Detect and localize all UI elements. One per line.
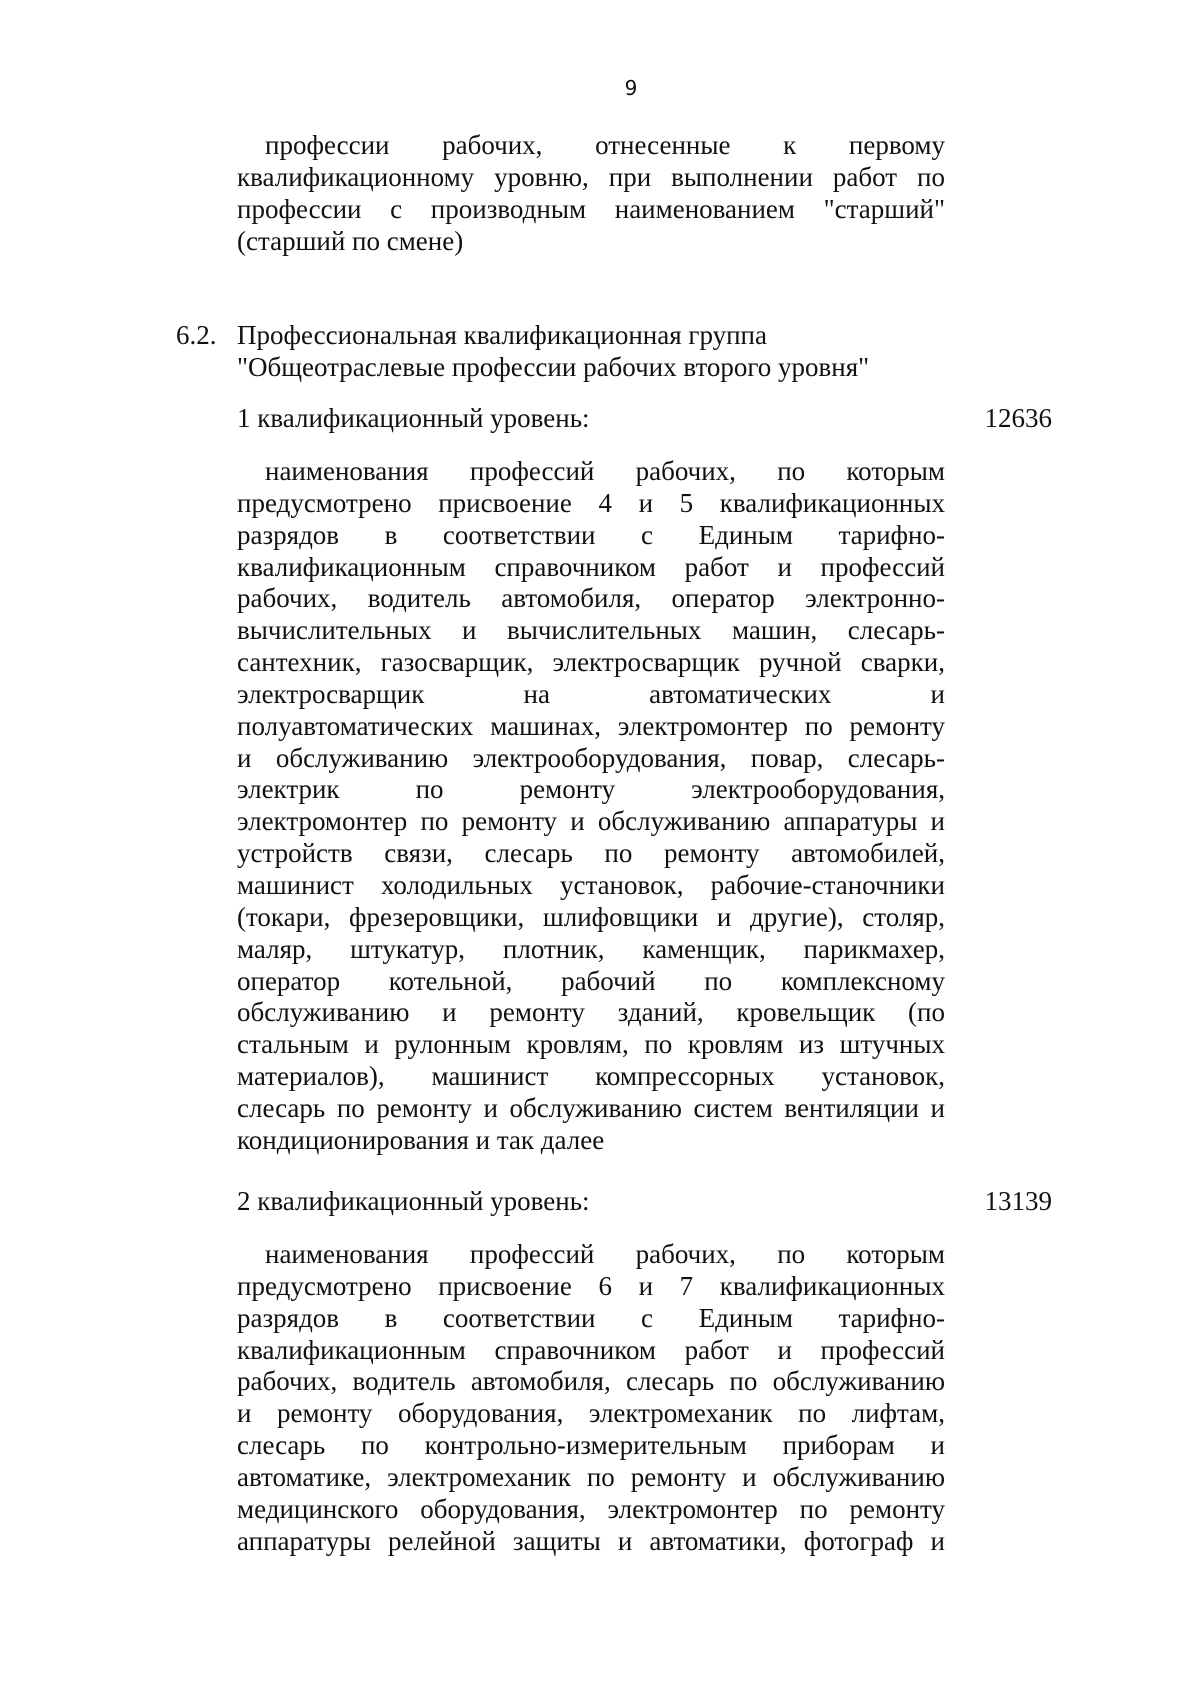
text-line: наименования профессий рабочих, по которым [265, 456, 945, 486]
text-line: аппаратуры релейной защиты и автоматики, фотограф и [237, 1525, 945, 1556]
level-2-label [237, 1186, 945, 1218]
text-line: машинист холодильных установок, рабочие-станочники [237, 869, 945, 900]
text-line: медицинского оборудования, электромонтер по ремонту [237, 1493, 945, 1524]
level-label: 1 квалификационный уровень: [237, 403, 590, 433]
text-line: слесарь по контрольно-измерительным приборам и [237, 1430, 945, 1461]
text-line: квалификационным справочником работ и профессий [237, 551, 945, 582]
level-2-value: 13139 [984, 1186, 1052, 1216]
text-line: вычислительных и вычислительных машин, слесарь- [237, 615, 945, 646]
text-line: профессии с производным наименованием "старший" [237, 193, 945, 224]
text-line: слесарь по ремонту и обслуживанию систем вентиляции и [237, 1092, 945, 1123]
text-line: сантехник, газосварщик, электросварщик ручной сварки, [237, 647, 945, 678]
text-line: и обслуживанию электрооборудования, повар, слесарь- [237, 742, 945, 773]
text-line: стальным и рулонным кровлям, по кровлям из штучных [237, 1029, 945, 1060]
text-line: электромонтер по ремонту и обслуживанию аппаратуры и [237, 806, 945, 837]
text-line: квалификационным справочником работ и профессий [237, 1334, 945, 1365]
section-title-line: "Общеотраслевые профессии рабочих второго уровня" [237, 351, 870, 382]
text-line: материалов), машинист компрессорных установок, [237, 1061, 945, 1092]
text-line: разрядов в соответствии с Единым тарифно- [237, 519, 945, 550]
section-number: 6.2. [176, 320, 217, 350]
intro-paragraph [237, 130, 945, 257]
text-line: устройств связи, слесарь по ремонту автомобилей, [237, 838, 945, 869]
text-line: оператор котельной, рабочий по комплексному [237, 965, 945, 996]
text-line: полуавтоматических машинах, электромонтер по ремонту [237, 710, 945, 741]
text-line: профессии рабочих, отнесенные к первому [265, 130, 945, 160]
text-line: рабочих, водитель автомобиля, оператор электронно- [237, 583, 945, 614]
text-line: (токари, фрезеровщики, шлифовщики и другие), столяр, [237, 901, 945, 932]
section-title [237, 320, 945, 384]
text-line: (старший по смене) [237, 225, 464, 256]
level-2-description [237, 1239, 945, 1557]
text-line: маляр, штукатур, плотник, каменщик, парикмахер, [237, 933, 945, 964]
text-line: наименования профессий рабочих, по которым [265, 1239, 945, 1269]
text-line: электросварщик на автоматических и [237, 678, 945, 709]
level-1-value: 12636 [984, 403, 1052, 433]
text-line: и ремонту оборудования, электромеханик по лифтам, [237, 1398, 945, 1429]
text-line: обслуживанию и ремонту зданий, кровельщик (по [237, 997, 945, 1028]
section-title-line: Профессиональная квалификационная группа [237, 320, 767, 350]
text-line: электрик по ремонту электрооборудования, [237, 774, 945, 805]
level-label: 2 квалификационный уровень: [237, 1186, 590, 1216]
text-line: кондиционирования и так далее [237, 1124, 605, 1155]
page-number: 9 [624, 76, 638, 100]
text-line: рабочих, водитель автомобиля, слесарь по обслуживанию [237, 1366, 945, 1397]
level-1-description [237, 456, 945, 1157]
level-1-label [237, 403, 945, 435]
text-line: разрядов в соответствии с Единым тарифно- [237, 1302, 945, 1333]
text-line: автоматике, электромеханик по ремонту и обслуживанию [237, 1461, 945, 1492]
text-line: квалификационному уровню, при выполнении работ по [237, 161, 945, 192]
text-line: предусмотрено присвоение 6 и 7 квалификационных [237, 1270, 945, 1301]
text-line: предусмотрено присвоение 4 и 5 квалификационных [237, 487, 945, 518]
